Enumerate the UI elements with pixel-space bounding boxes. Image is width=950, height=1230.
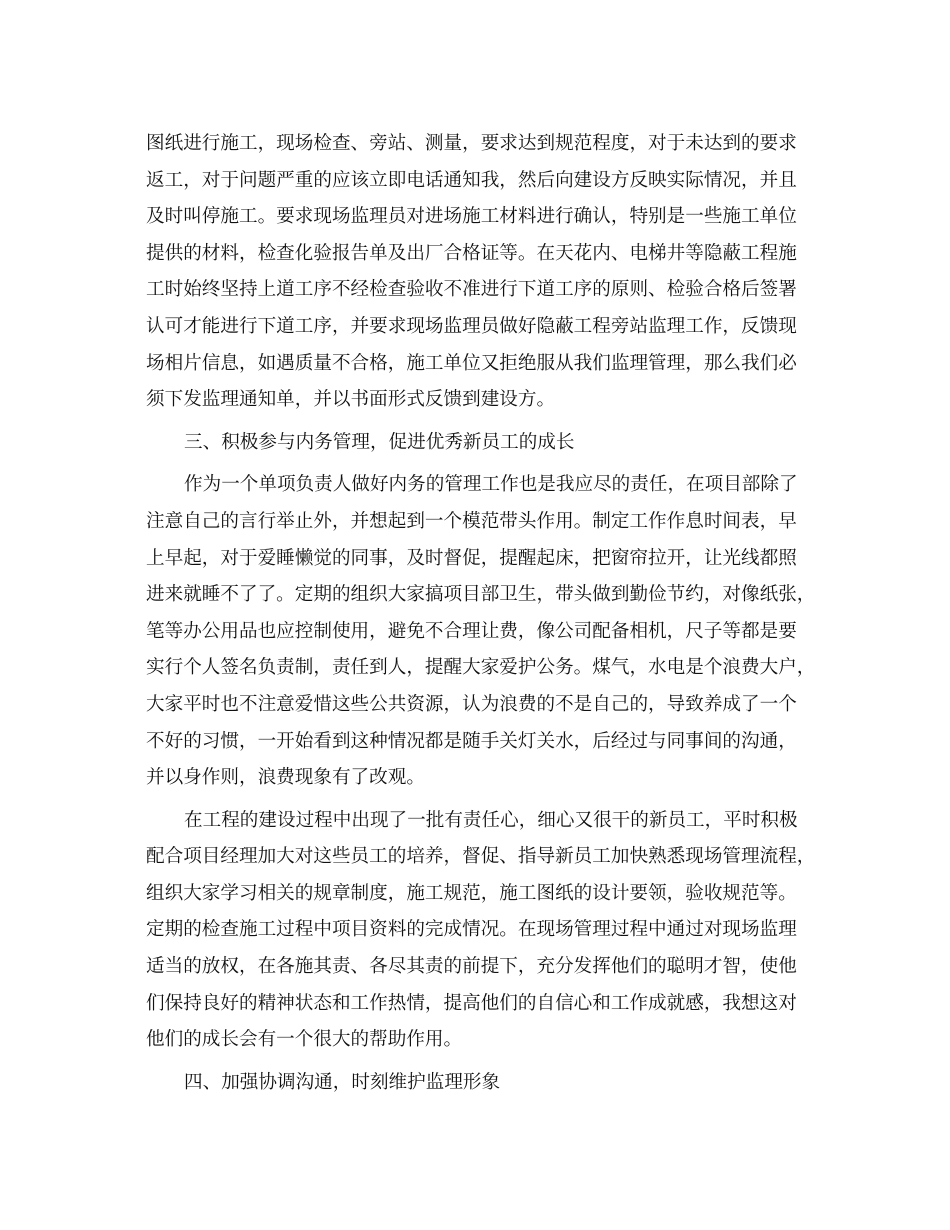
heading-line: 四、加强协调沟通，时刻维护监理形象 — [184, 1071, 501, 1093]
text-line: 定期的检查施工过程中项目资料的完成情况。在现场管理过程中通过对现场监理 — [146, 919, 797, 941]
text-line: 他们的成长会有一个很大的帮助作用。 — [146, 1029, 463, 1051]
text-line: 在工程的建设过程中出现了一批有责任心，细心又很干的新员工，平时积极 — [184, 809, 798, 831]
text-line: 认可才能进行下道工序，并要求现场监理员做好隐蔽工程旁站监理工作，反馈现 — [146, 315, 797, 337]
text-line: 实行个人签名负责制，责任到人，提醒大家爱护公务。煤气，水电是个浪费大户， — [146, 657, 816, 679]
text-line: 作为一个单项负责人做好内务的管理工作也是我应尽的责任，在项目部除了 — [184, 474, 798, 496]
text-line: 们保持良好的精神状态和工作热情，提高他们的自信心和工作成就感，我想这对 — [146, 992, 797, 1014]
paragraph-new-employees — [146, 803, 816, 1059]
text-line: 并以身作则，浪费现象有了改观。 — [146, 767, 425, 789]
text-line: 笔等办公用品也应控制使用，避免不合理让费，像公司配备相机，尺子等都是要 — [146, 620, 797, 642]
heading-line: 三、积极参与内务管理，促进优秀新员工的成长 — [184, 431, 575, 453]
text-line: 组织大家学习相关的规章制度，施工规范，施工图纸的设计要领，验收规范等。 — [146, 882, 797, 904]
text-line: 及时叫停施工。要求现场监理员对进场施工材料进行确认，特别是一些施工单位 — [146, 206, 797, 228]
text-line: 场相片信息，如遇质量不合格，施工单位又拒绝服从我们监理管理，那么我们必 — [146, 352, 797, 374]
paragraph-internal-management — [146, 467, 816, 796]
text-line: 不好的习惯，一开始看到这种情况都是随手关灯关水，后经过与同事间的沟通， — [146, 730, 797, 752]
document-body — [146, 126, 816, 1107]
text-line: 须下发监理通知单，并以书面形式反馈到建设方。 — [146, 389, 556, 411]
text-line: 适当的放权，在各施其责、各尽其责的前提下，充分发挥他们的聪明才智，使他 — [146, 956, 797, 978]
text-line: 提供的材料，检查化验报告单及出厂合格证等。在天花内、电梯井等隐蔽工程施 — [146, 242, 797, 264]
text-line: 工时始终坚持上道工序不经检查验收不准进行下道工序的原则、检验合格后签署 — [146, 279, 797, 301]
text-line: 上早起，对于爱睡懒觉的同事，及时督促，提醒起床，把窗帘拉开，让光线都照 — [146, 547, 797, 569]
text-line: 大家平时也不注意爱惜这些公共资源，认为浪费的不是自己的，导致养成了一个 — [146, 693, 797, 715]
section-heading-4 — [146, 1065, 806, 1102]
text-line: 配合项目经理加大对这些员工的培养，督促、指导新员工加快熟悉现场管理流程， — [146, 846, 816, 868]
text-line: 返工，对于问题严重的应该立即电话通知我，然后向建设方反映实际情况，并且 — [146, 169, 797, 191]
text-line: 图纸进行施工，现场检查、旁站、测量，要求达到规范程度，对于未达到的要求 — [146, 133, 797, 154]
paragraph-continued — [146, 126, 806, 419]
text-line: 注意自己的言行举止外，并想起到一个模范带头作用。制定工作作息时间表，早 — [146, 510, 797, 532]
text-line: 进来就睡不了了。定期的组织大家搞项目部卫生，带头做到勤俭节约，对像纸张， — [146, 584, 816, 606]
section-heading-3 — [146, 425, 806, 462]
